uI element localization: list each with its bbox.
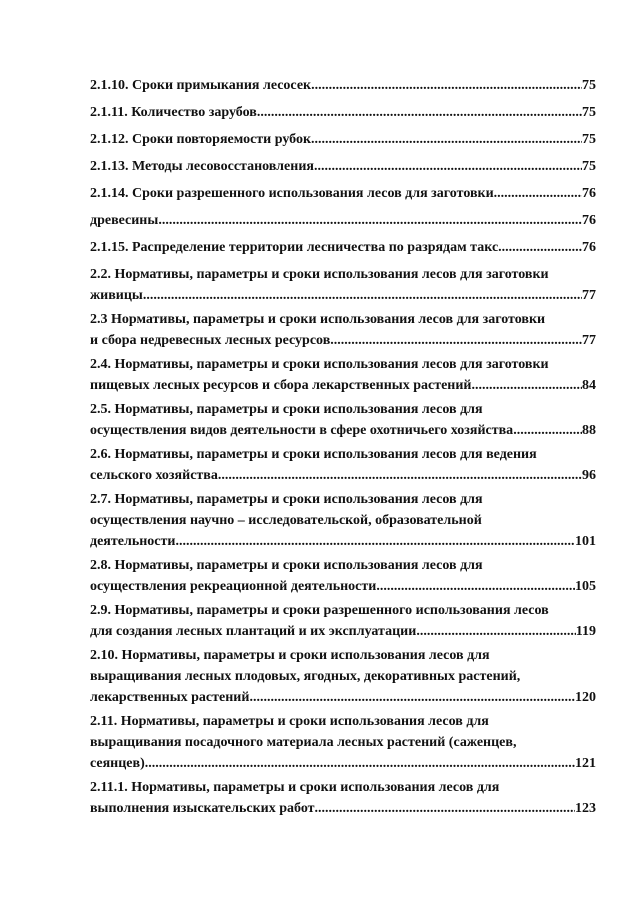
toc-page-number: 76 [582,186,596,201]
dot-leader [330,330,582,351]
toc-entry-last-line [90,156,596,177]
toc-entry-line: 2.10. Нормативы, параметры и сроки использования лесов для [90,648,490,663]
toc-entry-title: осуществления рекреационной деятельности [90,579,377,594]
toc-entry-title: 2.1.11. Количество зарубов [90,105,257,120]
toc-entry-title: 2.1.15. Распределение территории лесничества по разрядам такс [90,240,499,255]
toc-entry-title: для создания лесных плантаций и их эксплуатации [90,624,417,639]
toc-entry-last-line [90,465,596,486]
dot-leader [143,285,582,306]
toc-page-number: 75 [582,78,596,93]
toc-page-number: 120 [575,690,596,705]
toc-page-number: 75 [582,159,596,174]
toc-page-number: 96 [582,468,596,483]
toc-entry-title: 2.1.10. Сроки примыкания лесосек [90,78,312,93]
dot-leader [158,210,582,231]
toc-entry-title: 2.1.13. Методы лесовосстановления [90,159,314,174]
dot-leader [257,102,582,123]
toc-page-number: 77 [582,288,596,303]
toc-entry[interactable] [90,210,596,231]
toc-entry-title: пищевых лесных ресурсов и сбора лекарственных растений [90,378,472,393]
dot-leader [249,687,575,708]
toc-entry[interactable] [90,600,596,642]
toc-entry[interactable] [90,264,596,306]
toc-page-number: 121 [575,756,596,771]
toc-entry-last-line [90,687,596,708]
toc-entry-line: 2.9. Нормативы, параметры и сроки разрешенного использования лесов [90,603,549,618]
toc-entry-last-line [90,75,596,96]
dot-leader [513,420,582,441]
toc-page-number: 123 [575,801,596,816]
toc-entry-title: 2.1.12. Сроки повторяемости рубок [90,132,312,147]
toc-page-number: 76 [582,213,596,228]
toc-entry-line: 2.11.1. Нормативы, параметры и сроки использования лесов для [90,780,500,795]
toc-page-number: 105 [575,579,596,594]
toc-entry[interactable] [90,156,596,177]
toc-page-number: 88 [582,423,596,438]
toc-entry-title: живицы [90,288,143,303]
toc-entry-last-line [90,531,596,552]
toc-page-number: 84 [582,378,596,393]
toc-page-number: 77 [582,333,596,348]
toc-entry-line: 2.6. Нормативы, параметры и сроки использования лесов для ведения [90,447,537,462]
toc-entry-line: 2.7. Нормативы, параметры и сроки использования лесов для [90,492,483,507]
dot-leader [175,531,575,552]
toc-entry-title: сеянцев) [90,756,145,771]
toc-entry[interactable] [90,237,596,258]
dot-leader [376,576,575,597]
toc-entry-line: 2.8. Нормативы, параметры и сроки использования лесов для [90,558,483,573]
toc-entry-last-line [90,129,596,150]
toc-entry-title: лекарственных растений [90,690,250,705]
table-of-contents [90,75,596,822]
dot-leader [314,156,582,177]
toc-entry[interactable] [90,75,596,96]
toc-page-number: 101 [575,534,596,549]
toc-entry-last-line [90,753,596,774]
toc-entry[interactable] [90,129,596,150]
toc-entry-last-line [90,183,596,204]
toc-entry-last-line [90,330,596,351]
toc-entry-title: осуществления видов деятельности в сфере охотничьего хозяйства [90,423,514,438]
toc-entry-last-line [90,576,596,597]
toc-entry[interactable] [90,309,596,351]
toc-entry-last-line [90,237,596,258]
toc-entry-last-line [90,621,596,642]
toc-page-number: 76 [582,240,596,255]
toc-entry-title: древесины [90,213,159,228]
dot-leader [218,465,582,486]
dot-leader [315,798,575,819]
toc-entry[interactable] [90,555,596,597]
toc-entry-title: выполнения изыскательских работ [90,801,315,816]
toc-entry-line: выращивания лесных плодовых, ягодных, декоративных растений, [90,669,521,684]
dot-leader [494,183,582,204]
toc-entry[interactable] [90,354,596,396]
toc-entry-last-line [90,285,596,306]
toc-entry-line: 2.3 Нормативы, параметры и сроки использования лесов для заготовки [90,312,546,327]
toc-entry-title: и сбора недревесных лесных ресурсов [90,333,331,348]
toc-entry-last-line [90,375,596,396]
toc-entry-line: выращивания посадочного материала лесных растений (саженцев, [90,735,517,750]
toc-entry-last-line [90,420,596,441]
dot-leader [472,375,583,396]
toc-entry-last-line [90,210,596,231]
toc-entry[interactable] [90,444,596,486]
toc-entry[interactable] [90,399,596,441]
toc-entry-line: 2.2. Нормативы, параметры и сроки использования лесов для заготовки [90,267,549,282]
toc-entry[interactable] [90,489,596,552]
toc-entry-line: осуществления научно – исследовательской, образовательной [90,513,482,528]
dot-leader [311,129,582,150]
toc-entry-last-line [90,798,596,819]
toc-entry-title: деятельности [90,534,176,549]
toc-entry-title: 2.1.14. Сроки разрешенного использования лесов для заготовки [90,186,494,201]
toc-page-number: 75 [582,105,596,120]
toc-page-number: 75 [582,132,596,147]
toc-entry[interactable] [90,645,596,708]
dot-leader [145,753,575,774]
toc-entry[interactable] [90,183,596,204]
dot-leader [311,75,582,96]
toc-entry[interactable] [90,102,596,123]
toc-entry[interactable] [90,777,596,819]
dot-leader [498,237,582,258]
toc-entry-last-line [90,102,596,123]
toc-entry[interactable] [90,711,596,774]
toc-entry-title: сельского хозяйства [90,468,218,483]
toc-entry-line: 2.4. Нормативы, параметры и сроки использования лесов для заготовки [90,357,549,372]
toc-page-number: 119 [575,624,596,639]
toc-entry-line: 2.5. Нормативы, параметры и сроки использования лесов для [90,402,483,417]
toc-entry-line: 2.11. Нормативы, параметры и сроки использования лесов для [90,714,489,729]
dot-leader [416,621,575,642]
